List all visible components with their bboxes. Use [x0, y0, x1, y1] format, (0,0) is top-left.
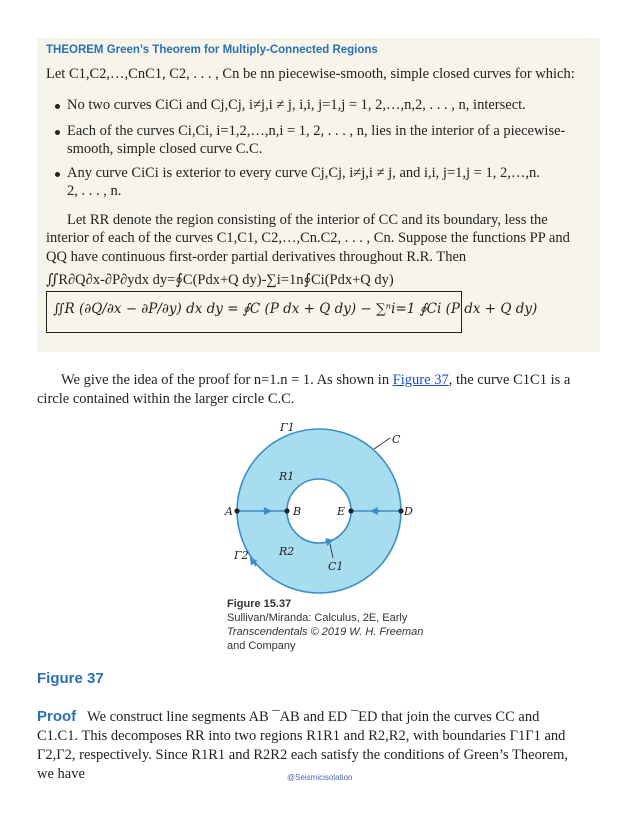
proof-line-3: Γ2,Γ2, respectively. Since R1R1 and R2R2 each satisfy the conditions of Green’s Theorem, — [37, 747, 568, 763]
proof-label: Proof — [37, 708, 77, 725]
intro-paragraph-line-1 — [61, 371, 570, 389]
proof-line-2: C1.C1. This decomposes RR into two regions R1R1 and R2,R2, with boundaries Γ1Γ1 and — [37, 728, 566, 744]
label-a: A — [225, 505, 233, 518]
theorem-heading: THEOREM Green’s Theorem for Multiply-Connected Regions — [46, 44, 378, 56]
figure-caption-line-1: Sullivan/Miranda: Calculus, 2E, Early — [227, 612, 408, 624]
theorem-para-2: interior of each of the curves C1,C1, C2,…,Cn.C2, . . . , Cn. Suppose the functions PP and — [46, 230, 570, 246]
green-formula: ∬R (∂Q/∂x − ∂P/∂y) dx dy = ∮C (P dx + Q dy) − ∑ⁿi=1 ∮Ci (P dx + Q dy) — [53, 301, 538, 317]
theorem-bullet-3b: 2, . . . , n. — [67, 183, 122, 199]
bullet-dot — [55, 104, 60, 109]
annulus-figure — [222, 418, 422, 598]
formula-box — [46, 291, 538, 333]
label-c: C — [392, 433, 401, 446]
bullet-dot — [55, 130, 60, 135]
intro-paragraph-line-2: circle contained within the larger circle C.C. — [37, 391, 295, 407]
theorem-para-1: Let RR denote the region consisting of the interior of CC and its boundary, less the — [67, 212, 548, 228]
point-e — [348, 508, 353, 513]
theorem-intro: Let C1,C2,…,CnC1, C2, . . . , Cn be nn piecewise-smooth, simple closed curves for which: — [46, 66, 575, 82]
theorem-bullet-2b: smooth, simple closed curve C.C. — [67, 141, 263, 157]
point-a — [234, 508, 239, 513]
figure-37-link[interactable]: Figure 37 — [392, 372, 449, 388]
figure-caption-line-3: and Company — [227, 640, 296, 652]
label-b: B — [293, 505, 302, 518]
proof-line-1 — [37, 708, 539, 726]
proof-text-1: We construct line segments AB ¯AB and ED ¯ED that join the curves CC and — [87, 709, 540, 725]
label-d: D — [404, 505, 413, 518]
watermark: @Seismicisolation — [287, 773, 353, 782]
theorem-box — [37, 38, 600, 352]
intro-text-a: We give the idea of the proof for n=1.n = 1. As shown in — [61, 372, 393, 388]
figure-heading: Figure 37 — [37, 670, 104, 687]
theorem-bullet-2a: Each of the curves Ci,Ci, i=1,2,…,n,i = 1, 2, . . . , n, lies in the interior of a piecewise- — [67, 123, 566, 139]
point-d — [398, 508, 403, 513]
label-gamma2: Γ2 — [234, 549, 249, 562]
figure-caption-line-2: Transcendentals © 2019 W. H. Freeman — [227, 626, 424, 638]
theorem-bullet-3a: Any curve CiCi is exterior to every curve Cj,Cj, i≠j,i ≠ j, and i,i, j=1,j = 1, 2,…,n. — [67, 165, 540, 181]
theorem-bullet-1: No two curves CiCi and Cj,Cj, i≠j,i ≠ j, i,i, j=1,j = 1, 2,…,n,2, . . . , n, intersect. — [67, 97, 526, 113]
label-c1: C1 — [328, 560, 344, 573]
theorem-para-3: QQ have continuous first-order partial derivatives throughout R.R. Then — [46, 249, 467, 265]
bullet-dot — [55, 172, 60, 177]
point-b — [284, 508, 289, 513]
label-gamma1: Γ1 — [280, 421, 295, 434]
label-e: E — [337, 505, 346, 518]
figure-caption-title: Figure 15.37 — [227, 598, 292, 610]
leader-c — [374, 438, 390, 449]
label-r2: R2 — [279, 545, 295, 558]
label-r1: R1 — [279, 470, 295, 483]
theorem-formula-text: ∬R∂Q∂x-∂P∂ydx dy=∮C(Pdx+Q dy)-∑i=1n∮Ci(Pdx+Q dy) — [46, 272, 394, 288]
intro-text-b: , the curve C1C1 is a — [448, 372, 571, 388]
proof-line-4: we have — [37, 766, 85, 782]
